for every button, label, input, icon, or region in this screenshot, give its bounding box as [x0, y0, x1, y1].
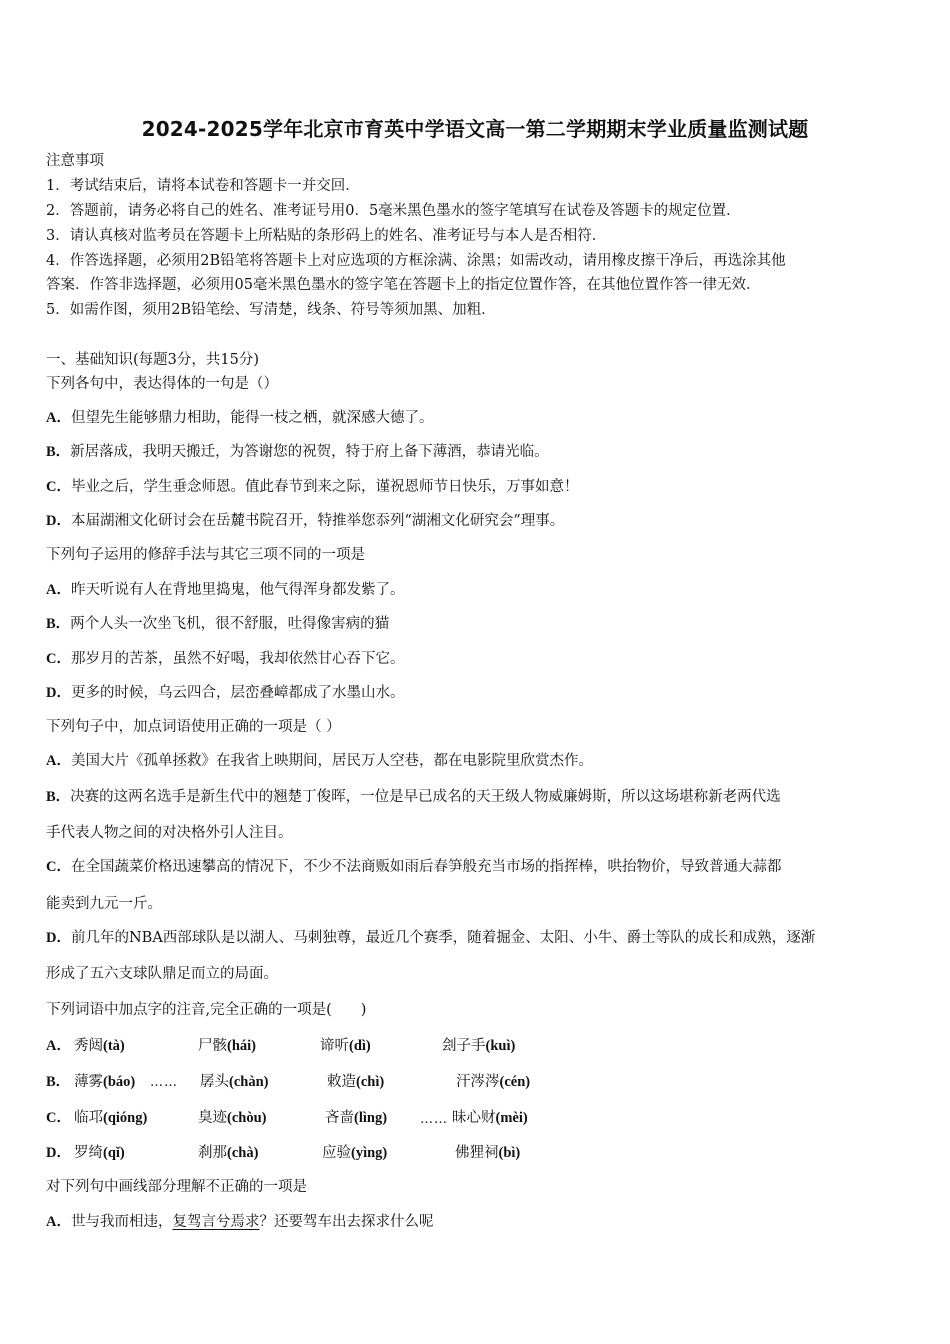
page-title: 2024-2025学年北京市育英中学语文高一第二学期期末学业质量监测试题	[141, 117, 809, 141]
option-d: D．前几年的NBA西部球队是以湖人、马刺独尊，最近几个赛季，随着掘金、太阳、小牛、爵士等队的成长和成熟，逐渐	[46, 930, 816, 946]
word: 尸骸(hái)	[198, 1038, 256, 1054]
emphasis-dots: ……	[420, 1112, 448, 1127]
word: 汗涔涔(cén)	[456, 1074, 531, 1090]
question-stem: 下列各句中，表达得体的一句是（）	[46, 376, 278, 392]
option-b-continued: 手代表人物之间的对决格外引人注目。	[46, 825, 293, 841]
emphasis-dots: ……	[150, 1075, 178, 1090]
option-a: A．昨天听说有人在背地里捣鬼，他气得浑身都发紫了。	[46, 582, 405, 598]
word: 薄雾(báo)	[74, 1074, 136, 1090]
word: 谛听(dì)	[320, 1038, 371, 1054]
word: 敕造(chì)	[327, 1074, 385, 1090]
word: 佛狸祠(bì)	[455, 1145, 521, 1161]
notice-heading: 注意事项	[46, 153, 104, 169]
option-c: C．毕业之后，学生垂念师恩。值此春节到来之际，谨祝恩师节日快乐，万事如意！	[46, 479, 579, 495]
option-d-continued: 形成了五六支球队鼎足而立的局面。	[46, 966, 278, 982]
row-label: C．	[46, 1110, 71, 1126]
word: 昧心财(mèi)	[452, 1110, 528, 1126]
underlined-phrase: 复驾言兮焉求	[172, 1214, 260, 1230]
option-c: C．那岁月的苦茶，虽然不好喝，我却依然甘心吞下它。	[46, 651, 405, 667]
option-a: A．世与我而相违，复驾言兮焉求？还要驾车出去探求什么呢	[46, 1214, 434, 1230]
question-stem: 对下列句中画线部分理解不正确的一项是	[46, 1179, 307, 1195]
notice-item: 3．请认真核对监考员在答题卡上所粘贴的条形码上的姓名、准考证号与本人是否相符．	[46, 228, 607, 244]
word: 刽子手(kuì)	[442, 1038, 516, 1054]
option-a: A．美国大片《孤单拯救》在我省上映期间，居民万人空巷，都在电影院里欣赏杰作。	[46, 753, 593, 769]
row-label: D．	[46, 1145, 71, 1161]
word: 孱头(chàn)	[200, 1074, 269, 1090]
word: 临邛(qióng)	[74, 1110, 148, 1126]
word: 刹那(chà)	[198, 1145, 259, 1161]
question-stem: 下列词语中加点字的注音,完全正确的一项是( )	[46, 1002, 367, 1018]
option-c: C．在全国蔬菜价格迅速攀高的情况下，不少不法商贩如雨后春笋般充当市场的指挥棒，哄抬物价，导致普通大蒜都	[46, 859, 782, 875]
option-b: B．决赛的这两名选手是新生代中的翘楚丁俊晖，一位是早已成名的天王级人物威廉姆斯，所以这场堪称新老两代选	[46, 789, 781, 805]
option-d: D．本届湖湘文化研讨会在岳麓书院召开，特推举您忝列“湖湘文化研究会”理事。	[46, 513, 565, 529]
question-stem: 下列句子中，加点词语使用正确的一项是（ ）	[46, 719, 341, 735]
option-a: A．但望先生能够鼎力相助，能得一枝之栖，就深感大德了。	[46, 410, 434, 426]
option-d: D．更多的时候，乌云四合，层峦叠嶂都成了水墨山水。	[46, 685, 405, 701]
word: 秀闼(tà)	[74, 1038, 125, 1054]
section-heading: 一、基础知识(每题3分，共15分)	[46, 352, 259, 368]
word: 罗绮(qǐ)	[74, 1145, 125, 1161]
notice-item: 5．如需作图，须用2B铅笔绘、写清楚，线条、符号等须加黑、加粗．	[46, 302, 496, 318]
word: 臭迹(chòu)	[198, 1110, 267, 1126]
question-stem: 下列句子运用的修辞手法与其它三项不同的一项是	[46, 547, 365, 563]
word: 吝啬(lìng)	[325, 1110, 388, 1126]
option-c-continued: 能卖到九元一斤。	[46, 896, 162, 912]
row-label: B．	[46, 1074, 71, 1090]
notice-item: 4．作答选择题，必须用2B铅笔将答题卡上对应选项的方框涂满、涂黑；如需改动，请用橡皮擦干净后，再选涂其他	[46, 253, 786, 269]
notice-item: 答案．作答非选择题，必须用05毫米黑色墨水的签字笔在答题卡上的指定位置作答，在其他位置作答一律无效．	[46, 277, 761, 293]
row-label: A．	[46, 1038, 71, 1054]
notice-item: 1．考试结束后，请将本试卷和答题卡一并交回．	[46, 178, 360, 194]
notice-item: 2．答题前，请务必将自己的姓名、准考证号用0．5毫米黑色墨水的签字笔填写在试卷及答题卡的规定位置．	[46, 203, 741, 219]
option-b: B．新居落成，我明天搬迁，为答谢您的祝贺，特于府上备下薄酒，恭请光临。	[46, 444, 549, 460]
option-b: B．两个人头一次坐飞机，很不舒服，吐得像害病的猫	[46, 616, 390, 632]
word: 应验(yìng)	[322, 1145, 388, 1161]
